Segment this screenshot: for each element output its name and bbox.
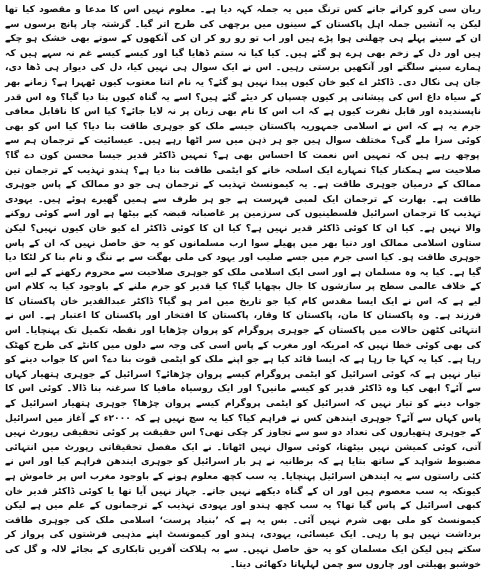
paragraph: ریان سی کرو کرانے جانے کس ترنگ میں یہ جملہ کہہ دیا ہے۔ معلوم نہیں اس کا مدعا و مقصود کیا تھا لیکن یہ آتشیں جملہ اہل پاکستان کے سینوں میں برچھی کی طرح اتر گیا۔ گزشتہ چار پانچ برسوں سے ان کے سینے پہلے ہی چھلنی ہوا پڑے ہیں اور اب تو رو رو کر ان کی آنکھوں کے سوتے بھی خشک ہو چکے ہیں اور دل کے زخم بھی ہرے ہو گئے ہیں۔ کیا کیا نہ ستم ڈھایا گیا اور کیسے کیسے غم نہ سہے ہیں کہ ہمارے سینے سلگتے اور آنکھیں برستی رہیں۔ اس نے ایک سوال ہی نہیں کیا، دل کی دیوار ہی ڈھا دی، جان ہی نکال دی۔ xyxy=(5,4,481,88)
paragraph: اور ایک روسیاہ مافیا کا سرغنہ بنا ڈالا۔ کوئی اس کا جواب دینے کو تیار نہیں کہ اسرائیل کو ایٹمی پروگرام کیسے پروان چڑھا؟ جوہری ہتھیار اسرائیل کے پاس کہاں سے آئے؟ جوہری ایندھن کس نے فراہم کیا؟ کیا یہ سچ نہیں ہے کہ ۲۰۰۰ء کے آغاز میں اسرائیل کے جوہری ہتھیاروں کی تعداد دو سو سے تجاوز کر چکی تھی؟ اس حقیقت پر کوئی تحقیقی رپورٹ نہیں آتی، کوئی کمیشن نہیں بیٹھتا، کوئی سوال نہیں اٹھاتا۔ xyxy=(5,383,481,453)
paragraph: لیکن ستاون اسلامی ممالک اور دنیا بھر میں پھیلے سوا ارب مسلمانوں کو یہ حق حاصل نہیں کہ ان کے پاس جوہری طاقت ہو۔ کیا اسی جرم میں جسے صلیب اور یہود کی ملی بھگت سے بے ننگ و نام بنا کر لٹکا دیا گیا ہے۔ کیا یہ وہ مسلمان ہے اور اسی ایک اسلامی ملک کو جوہری صلاحیت سے محروم رکھنے کے لیے اس کے خلاف عالمی سطح پر سازشوں کا جال بچھایا گیا؟ کیا قدیر کو جرم ملنے کے باوجود کیا یہ کلام اس لیے ہے کہ اس نے ایک ایسا مقدس کام کیا جو تاریخ میں امر ہو گیا؟ xyxy=(5,222,482,307)
article-text xyxy=(5,3,481,572)
paragraph: صلاحیت سے ہمکنار کیا؟ تمہارے ایک اسلحہ خانے کو ایٹمی طاقت بنا دیا ہے؟ ہندو تہذیب کے ترجمان تین ممالک کے درمیان جوہری طاقت ہے۔ یہ کیمونسٹ تہذیب کے ترجمان ہی جو دو ممالک کے پاس جوہری طاقت ہے۔ بھارت کے ترجمان ایک لمبی فہرست ہے جو ہر طرف سے ہمیں گھیرے ہوئے ہیں۔ یہودی تہذیب کا ترجمان اسرائیل فلسطینیوں کی سرزمین پر غاصبانہ قبضہ کیے بیٹھا ہے اور اسے کوئی روکنے والا نہیں ہے۔ کیا ان کا کوئی ڈاکٹر قدیر نہیں ہے؟ کیا ان کا کوئی ڈاکٹر اے کیو خان کیوں نہیں؟ xyxy=(5,164,481,234)
paragraph: جہاز نہیں آیا تھا یا کوئی ڈاکٹر قدیر خان کبھی اسرائیل کے پاس گیا تھا؟ یہ سب کچھ ہندو اور یہودی تہذیب کے ترجمانوں کے علم میں ہے لیکن کیمونسٹ کو ملی بھی شرم نہیں آئی۔ بس یہ ہے کہ ’بنیاد پرست‘ اسلامی ملک کی جوہری طاقت برداشت نہیں ہو پا رہی۔ ایک عیسائی، یہودی، ہندو اور کیمونسٹ اپنے مذہبی فرشتوں کی پرواز کر سکتے ہیں لیکن ایک مسلمان کو یہ حق حاصل نہیں۔ xyxy=(5,485,481,555)
paragraph: ڈاکٹر اے کیو خان کیوں پیدا نہیں ہو گئے؟ یہ نام اتنا معتوب کیوں ٹھہرا ہے؟ زمانے بھر کے سیاہ داغ اس کی پیشانی پر کیوں چسپاں کر دیئے گئے ہیں؟ اسے یہ گناہ کیوں بنا دیا گیا؟ وہ اس قدر ناپسندیدہ اور قابل نفرت کیوں ہے کہ اب اس کا نام بھی زبان پر نہ لایا جائے؟ کیا اس کا ناقابل معافی جرم یہ ہے کہ اس نے اسلامی جمہوریہ پاکستان جیسے ملک کو جوہری طاقت بنا دیا؟ کیا اس کو بھی کوئی سزا ملے گی؟ مختلف سوال ہیں جو ہر ذہن میں سر اٹھا رہے ہیں۔ عیسائیت کے ترجمان ہم سے پوچھ رہے ہیں کہ تمہیں اس نعمت کا احساس بھی ہے؟ تمہیں ڈاکٹر قدیر جیسا محسن کون دے گا؟ xyxy=(5,76,481,161)
paragraph: نے ایک مفصل تحقیقاتی رپورٹ میں انتہائی مضبوط شواہد کے ساتھ بتایا ہے کہ برطانیہ نے ہر بار اسرائیل کو جوہری ایندھن فراہم کیا اور اس نے کئی راستوں سے یہ ایندھن اسرائیل پہنچایا۔ یہ سب کچھ معلوم ہونے کے باوجود مغرب اس پر خاموش ہے کیونکہ یہ سب معصوم ہیں اور ان کے گناہ دیکھے نہیں جاتے۔ xyxy=(5,441,481,497)
paragraph: ڈاکٹر عبدالقدیر خان پاکستان کا فرزند ہے۔ وہ پاکستان کا مان، پاکستان کا وقار، پاکستان کا افتخار اور پاکستان کا اعتبار ہے۔ اس نے انتہائی کٹھن حالات میں پاکستان کے جوہری پروگرام کو پروان چڑھایا اور نقطہ تکمیل تک پہنچایا۔ اس کی بھی کوئی خطا نہیں کہ امریکہ اور مغرب کے پاس اسی کی وجہ سے دلوں میں کانٹے کی طرح کھٹک رہا ہے۔ کیا یہ کہا جا رہا ہے کہ ایسا قائد کیا ہے جو اپنے ملک کو ایٹمی قوت بنا دے؟ اس کا جواب دینے کو تیار نہیں ہے کہ کوئی اسرائیل کو ایٹمی پروگرام کیسے پروان چڑھائے؟ اسرائیل کے جوہری ہتھیار کہاں سے آئے؟ ابھی کیا وہ ڈاکٹر قدیر کو کیسے مانیں؟ xyxy=(5,295,481,395)
paragraph: سے بہ ہلاکت آفریں تابکاری کے بجائے لالہ و گل کی خوشبو پھیلتی اور چاروں سو چمن لہلہاتا دکھائی دیتا۔ xyxy=(5,543,481,570)
